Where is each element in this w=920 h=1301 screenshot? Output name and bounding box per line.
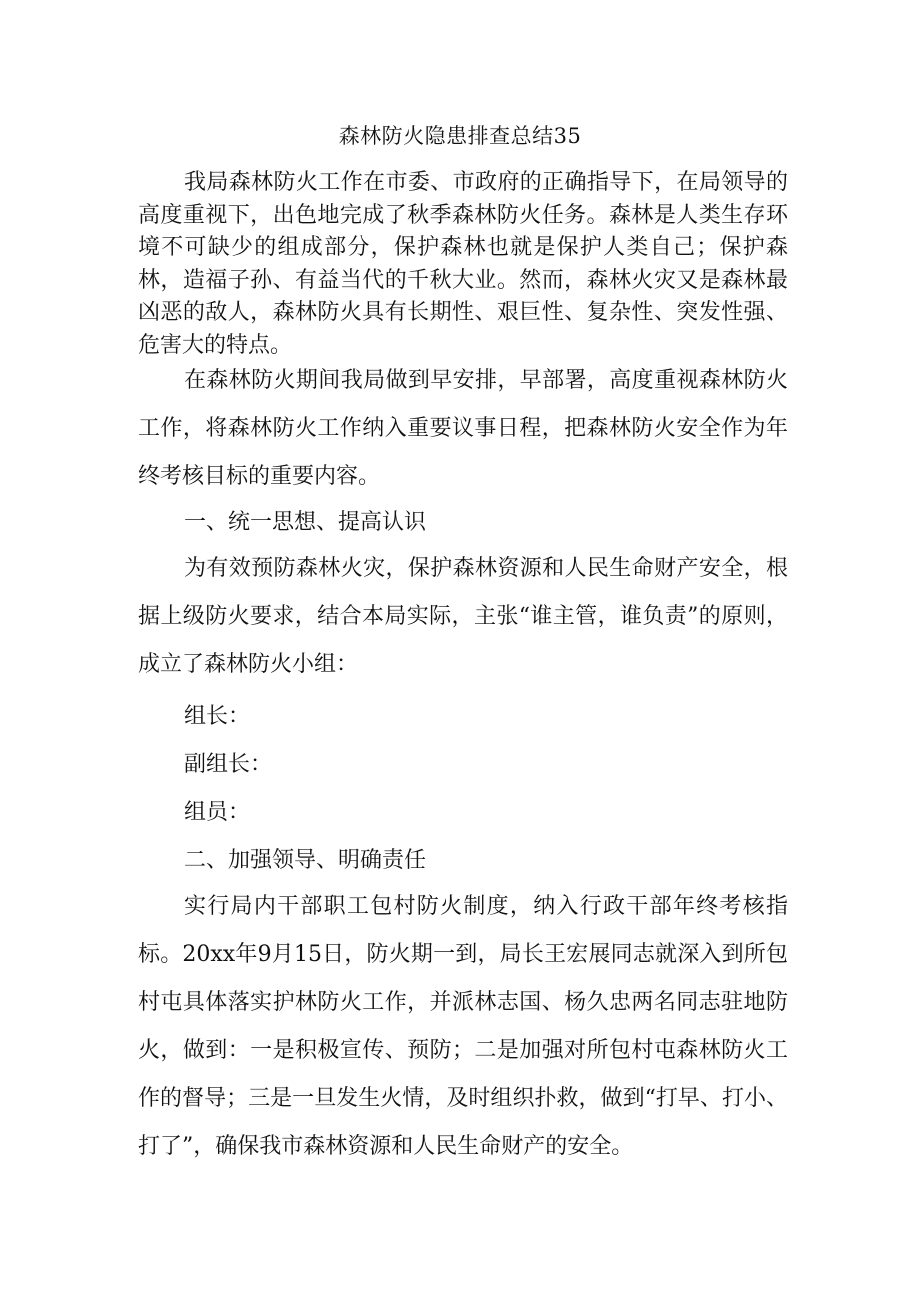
members-line: 组员： [184, 800, 251, 825]
paragraph-fire-group: 为有效预防森林火灾，保护森林资源和人民生命财产安全，根据上级防火要求，结合本局实际，主张“谁主管，谁负责”的原则，成立了森林防火小组： [138, 556, 788, 677]
document-title: 森林防火隐患排查总结35 [338, 124, 582, 148]
deputy-leader-line: 副组长： [184, 752, 273, 777]
section-heading-1: 一、统一思想、提高认识 [184, 510, 427, 535]
paragraph-intro: 我局森林防火工作在市委、市政府的正确指导下，在局领导的高度重视下，出色地完成了秋季森林防火任务。森林是人类生存环境不可缺少的组成部分，保护森林也就是保护人类自己；保护森林，造福子孙、有益当代的千秋大业。然而，森林火灾又是森林最凶恶的敌人，森林防火具有长期性、艰巨性、复杂性、突发性强、危害大的特点。 [138, 170, 788, 358]
paragraph-responsibility: 实行局内干部职工包村防火制度，纳入行政干部年终考核指标。20xx年9月15日，防火期一到，局长王宏展同志就深入到所包村屯具体落实护林防火工作，并派林志国、杨久忠两名同志驻地防火，做到：一是积极宣传、预防；二是加强对所包村屯森林防火工作的督导；三是一旦发生火情，及时组织扑救，做到“打早、打小、打了”，确保我市森林资源和人民生命财产的安全。 [138, 894, 788, 1159]
group-leader-line: 组长： [184, 704, 251, 729]
section-heading-2: 二、加强领导、明确责任 [184, 848, 427, 873]
paragraph-arrangement: 在森林防火期间我局做到早安排，早部署，高度重视森林防火工作，将森林防火工作纳入重要议事日程，把森林防火安全作为年终考核目标的重要内容。 [138, 368, 788, 489]
